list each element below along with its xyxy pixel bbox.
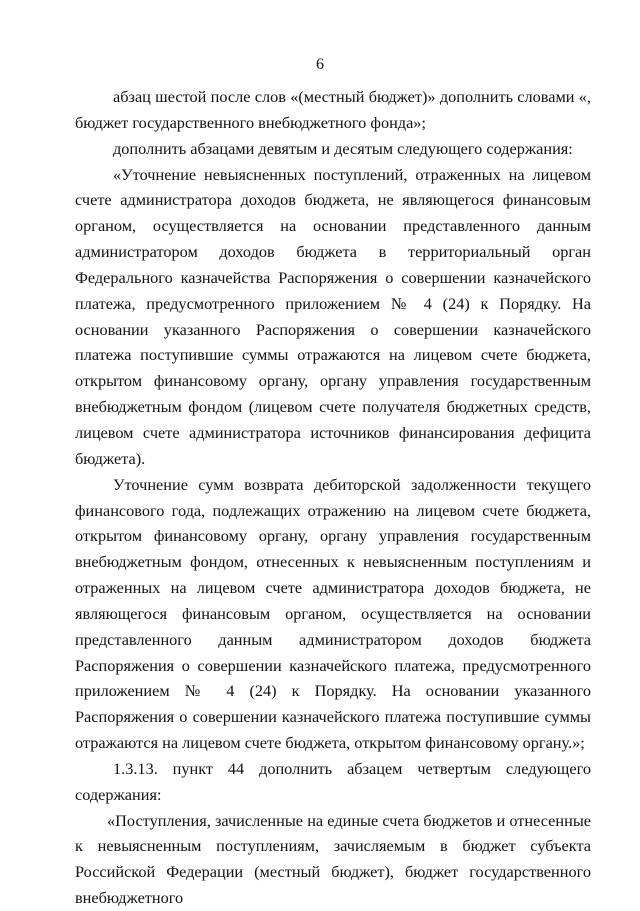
paragraph-amend-sixth: абзац шестой после слов «(местный бюджет)» дополнить словами «, бюджет государственного внебюджетного фонда»; bbox=[75, 87, 591, 132]
paragraph-clarification-unidentified: «Уточнение невыясненных поступлений, отраженных на лицевом счете администратора доходов бюджета, не являющегося финансовым органом, осуществляется на основании представленного данным администратором доходов бюджета в территориальный орган Федерального казначейства Распоряжения о совершении казначейского платежа, предусмотренного приложением № 4 (24) к Порядку. На основании указанного Распоряжения о совершении казначейского платежа поступившие суммы отражаются на лицевом счете бюджета, открытом финансовому органу, органу управления государственным внебюджетным фондом (лицевом счете получателя бюджетных средств, лицевом счете администратора источников финансирования дефицита бюджета). bbox=[75, 164, 591, 468]
paragraph-clarification-receivables: Уточнение сумм возврата дебиторской задолженности текущего финансового года, подлежащих отражению на лицевом счете бюджета, открытом финансовому органу, органу управления государственным внебюджетным фондом, отнесенных к невыясненным поступлениям и отраженных на лицевом счете администратора доходов бюджета, не являющегося финансовым органом, осуществляется на основании представленного данным администратором доходов бюджета Распоряжения о совершении казначейского платежа, предусмотренного приложением № 4 (24) к Порядку. На основании указанного Распоряжения о совершении казначейского платежа поступившие суммы отражаются на лицевом счете бюджета, открытом финансовому органу.»; bbox=[75, 474, 591, 753]
document-body bbox=[75, 84, 591, 911]
paragraph-receipts-quote: «Поступления, зачисленные на единые счета бюджетов и отнесенные к невыясненным поступлениям, зачисляемым в бюджет субъекта Российской Федерации (местный бюджет), бюджет государственного внебюджетного bbox=[75, 810, 591, 908]
page-number: 6 bbox=[316, 56, 324, 73]
paragraph-item-1-3-13: 1.3.13. пункт 44 дополнить абзацем четвертым следующего содержания: bbox=[75, 758, 591, 804]
paragraph-add-ninth-tenth: дополнить абзацами девятым и десятым следующего содержания: bbox=[113, 138, 573, 158]
